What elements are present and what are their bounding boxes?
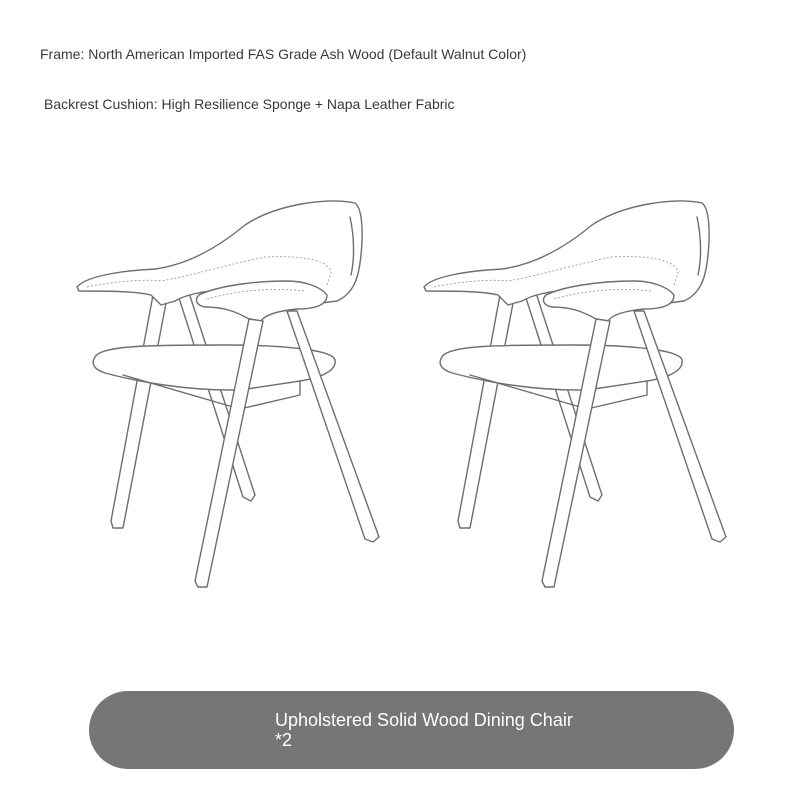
spec-frame-text: Frame: North American Imported FAS Grade Ash Wood (Default Walnut Color)	[40, 46, 527, 62]
chair-drawing-right	[412, 195, 732, 595]
product-title-text: Upholstered Solid Wood Dining Chair *2	[275, 710, 573, 750]
chair-illustration-right	[412, 195, 732, 595]
product-title-banner	[89, 691, 734, 769]
spec-cushion-text: Backrest Cushion: High Resilience Sponge + Napa Leather Fabric	[44, 96, 455, 112]
chair-illustration-left	[65, 195, 385, 595]
chair-drawing-left	[65, 195, 385, 595]
